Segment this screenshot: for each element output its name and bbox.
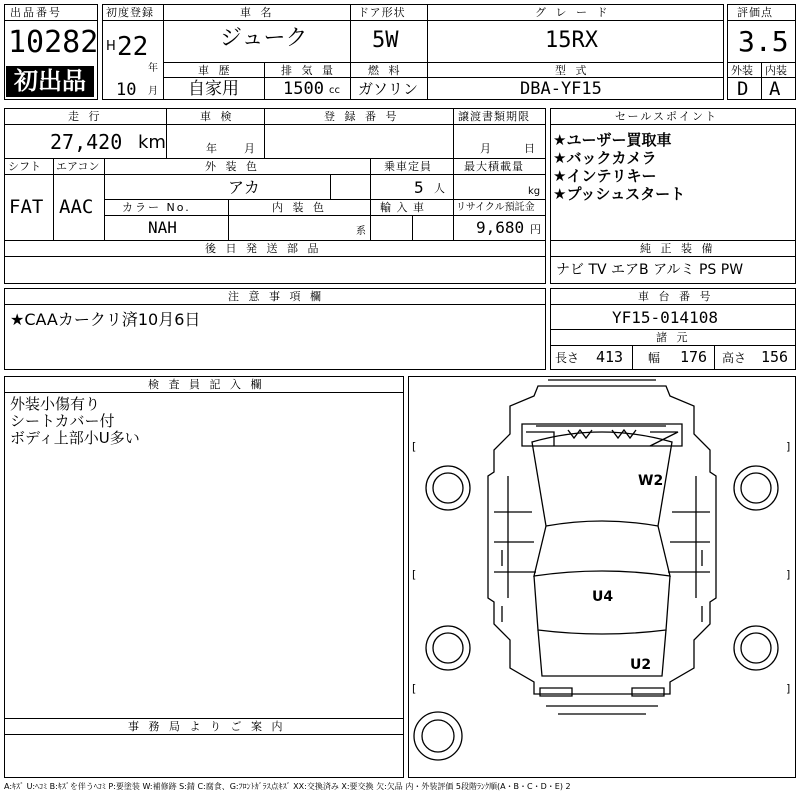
width: 176 — [680, 348, 708, 366]
grade-label: グ レ ー ド — [535, 6, 611, 19]
first-listing-badge: 初出品 — [6, 66, 94, 97]
svg-text:[: [ — [412, 568, 417, 581]
damage-mark-u4: U4 — [592, 589, 614, 605]
car-name-label: 車 名 — [240, 6, 275, 19]
transfer-day-unit: 日 — [524, 142, 535, 155]
mileage-unit: km — [138, 132, 166, 153]
fuel: ガソリン — [358, 80, 419, 98]
door-label: ドア形状 — [358, 6, 406, 19]
office-label: 事 務 局 よ り ご 案 内 — [128, 720, 286, 733]
insp-month-unit: 月 — [244, 142, 255, 155]
era-letter: H — [106, 39, 116, 54]
year-unit: 年 — [148, 63, 158, 74]
model-label: 型 式 — [555, 64, 590, 77]
car-name: ジューク — [220, 26, 308, 51]
ext-score: D — [737, 78, 749, 100]
inspector-label: 検 査 員 記 入 欄 — [148, 378, 265, 391]
sales-points-list — [553, 131, 685, 203]
length: 413 — [596, 348, 624, 366]
int-color-unit: 系 — [356, 226, 366, 237]
svg-text:]: ] — [786, 682, 791, 695]
transfer-label: 譲渡書類期限 — [458, 110, 530, 123]
ext-label: 外装 — [731, 64, 753, 77]
svg-text:]: ] — [786, 440, 791, 453]
recycle-fee: 9,680 — [476, 218, 525, 237]
shift-label: シフト — [8, 160, 41, 173]
fuel-label: 燃 料 — [368, 64, 403, 77]
recycle-unit: 円 — [530, 223, 541, 236]
int-score: A — [769, 78, 781, 100]
dims-label: 諸 元 — [656, 331, 691, 344]
width-label: 幅 — [648, 351, 661, 365]
door-type: 5W — [372, 28, 399, 53]
legend-text: A:ｷｽﾞ U:ﾍｺﾐ B:ｷｽﾞを伴うﾍｺﾐ P:要塗装 W:補修跡 S:錆 C:腐食、G:ﾌﾛﾝﾄｶﾞﾗｽ点ｷｽﾞ XX:交換済み X:要交換 欠:欠品 内・外装評価 5段階ﾗﾝｸ順(A・B・C・D・E) 2 — [4, 782, 571, 791]
overall-score: 3.5 — [738, 25, 789, 58]
mileage-label: 走 行 — [68, 110, 103, 123]
inspector-notes — [10, 396, 140, 447]
ac: AAC — [59, 196, 94, 218]
ac-label: エアコン — [56, 160, 100, 173]
disp-unit: cc — [329, 85, 340, 96]
later-parts-label: 後 日 発 送 部 品 — [205, 242, 322, 255]
recycle-label: リサイクル預託金 — [456, 202, 535, 213]
load-label: 最大積載量 — [464, 160, 524, 173]
sales-point: ★プッシュスタート — [553, 185, 686, 203]
caution-text: ★CAAカークリ済10月6日 — [10, 310, 201, 329]
equip-label: 純 正 装 備 — [640, 242, 716, 255]
damage-mark-w2: W2 — [638, 473, 664, 489]
equipment: ナビ TV エアB アルミ PS PW — [556, 262, 744, 278]
month-unit: 月 — [148, 86, 158, 97]
transfer-month-unit: 月 — [480, 142, 491, 155]
capacity: 5 — [414, 178, 424, 197]
history-label: 車 歴 — [198, 64, 233, 77]
capacity-label: 乗車定員 — [384, 160, 432, 173]
height-label: 高さ — [722, 351, 747, 365]
inspection-label: 車 検 — [200, 110, 235, 123]
insp-year-unit: 年 — [206, 142, 217, 155]
disp-label: 排 気 量 — [281, 64, 336, 77]
sales-point: ★バックカメラ — [553, 149, 657, 167]
score-label: 評価点 — [737, 6, 773, 19]
svg-text:[: [ — [412, 440, 417, 453]
chassis-label: 車 台 番 号 — [638, 290, 714, 303]
first-reg-label: 初度登録 — [106, 6, 154, 19]
inspector-line: シートカバー付 — [10, 412, 115, 430]
int-label: 内装 — [765, 64, 787, 77]
color-no: NAH — [148, 218, 177, 237]
sales-point: ★インテリキー — [553, 167, 657, 185]
history: 自家用 — [188, 79, 239, 99]
sales-label: セールスポイント — [615, 110, 719, 123]
mileage: 27,420 — [50, 130, 123, 154]
length-label: 長さ — [555, 351, 580, 365]
chassis-number: YF15-014108 — [612, 308, 718, 327]
inspector-line: ボディ上部小U多い — [10, 429, 140, 447]
load-unit: kg — [528, 186, 541, 197]
import-label: 輸 入 車 — [380, 201, 425, 214]
reg-month: 10 — [116, 80, 137, 100]
damage-mark-u2: U2 — [630, 657, 652, 673]
color-no-label: カラー No. — [122, 201, 191, 214]
color-label: 外 装 色 — [205, 160, 260, 173]
sales-point: ★ユーザー買取車 — [553, 131, 672, 149]
svg-text:]: ] — [786, 568, 791, 581]
shift: FAT — [9, 196, 44, 218]
reg-no-label: 登 録 番 号 — [324, 110, 400, 123]
car-diagram — [408, 376, 796, 778]
displacement: 1500 — [283, 79, 324, 99]
ext-color: アカ — [228, 178, 260, 197]
svg-text:[: [ — [412, 682, 417, 695]
inspector-line: 外装小傷有り — [10, 395, 101, 413]
model-code: DBA-YF15 — [520, 79, 602, 99]
lot-label: 出品番号 — [10, 6, 62, 19]
int-color-label: 内 装 色 — [272, 201, 327, 214]
reg-year: 22 — [117, 32, 149, 62]
height: 156 — [761, 348, 789, 366]
capacity-unit: 人 — [434, 182, 445, 195]
grade: 15RX — [545, 28, 598, 53]
caution-label: 注 意 事 項 欄 — [228, 290, 324, 303]
lot-number: 10282 — [8, 25, 99, 60]
